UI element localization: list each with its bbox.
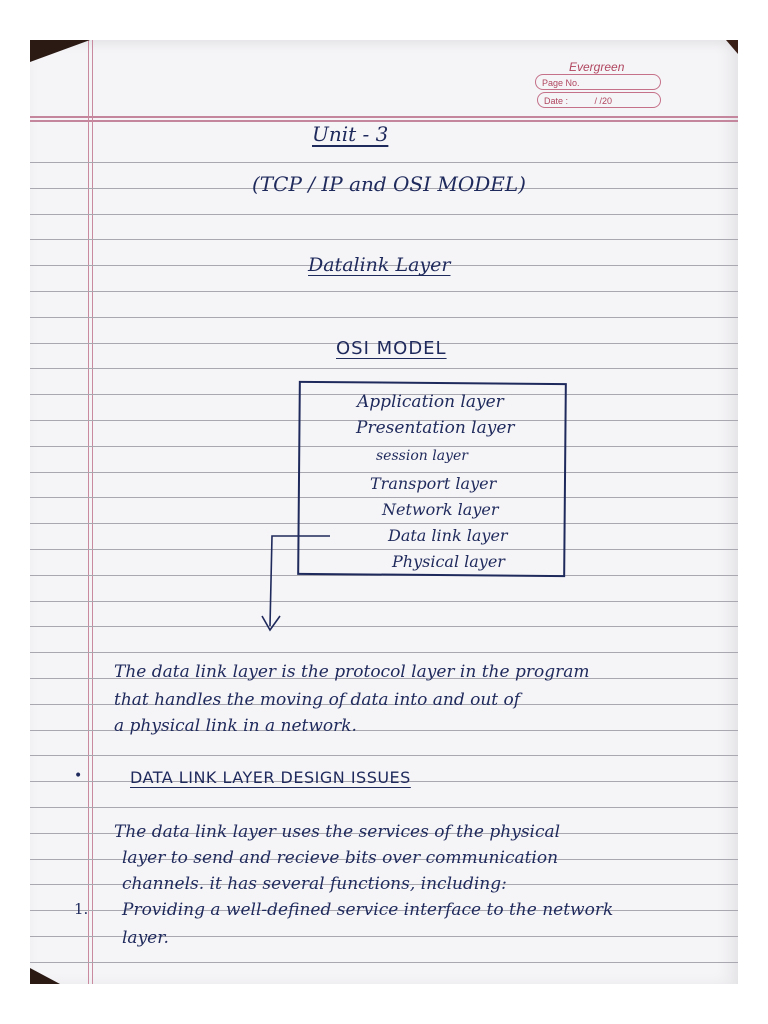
ruled-line bbox=[30, 626, 738, 627]
body-line: layer to send and recieve bits over communication bbox=[122, 848, 559, 868]
osi-layer: session layer bbox=[376, 448, 468, 464]
ruled-line bbox=[30, 368, 738, 369]
body-line: layer. bbox=[122, 928, 169, 948]
body-line: Providing a well-defined service interface to the network bbox=[122, 900, 614, 920]
ruled-line bbox=[30, 755, 738, 756]
section-heading: DATA LINK LAYER DESIGN ISSUES bbox=[130, 768, 411, 787]
osi-layer: Physical layer bbox=[392, 552, 505, 571]
stamp-date-value: / /20 bbox=[594, 96, 613, 106]
body-line: channels. it has several functions, including: bbox=[122, 874, 507, 894]
margin-line bbox=[88, 40, 89, 984]
ruled-line bbox=[30, 239, 738, 240]
body-line: The data link layer uses the services of the physical bbox=[114, 822, 561, 842]
definition-line: a physical link in a network. bbox=[114, 716, 357, 736]
osi-layer: Data link layer bbox=[388, 526, 508, 545]
page-stamp bbox=[535, 60, 663, 112]
subtitle-heading: (TCP / IP and OSI MODEL) bbox=[252, 172, 526, 196]
section-bullet: • bbox=[74, 768, 83, 784]
ruled-line bbox=[30, 962, 738, 963]
ruled-line bbox=[30, 652, 738, 653]
margin-line bbox=[92, 40, 93, 984]
ruled-line bbox=[30, 162, 738, 163]
topic-heading: Datalink Layer bbox=[308, 254, 451, 276]
list-number: 1. bbox=[74, 900, 89, 918]
ruled-line bbox=[30, 601, 738, 602]
unit-heading: Unit - 3 bbox=[312, 122, 389, 146]
ruled-line bbox=[30, 291, 738, 292]
stamp-brand: Evergreen bbox=[569, 60, 625, 74]
osi-layer: Application layer bbox=[357, 392, 504, 412]
stamp-page-no-label: Page No. bbox=[542, 78, 580, 88]
definition-line: The data link layer is the protocol layer in the program bbox=[114, 662, 590, 682]
stamp-page-no bbox=[535, 74, 661, 90]
ruled-line bbox=[30, 214, 738, 215]
osi-title: OSI MODEL bbox=[336, 338, 447, 359]
stamp-date bbox=[537, 92, 661, 108]
osi-layer: Presentation layer bbox=[356, 418, 515, 438]
osi-layer: Transport layer bbox=[370, 474, 497, 493]
definition-line: that handles the moving of data into and out of bbox=[114, 690, 521, 710]
osi-layer: Network layer bbox=[382, 500, 499, 519]
ruled-line bbox=[30, 317, 738, 318]
stamp-date-label: Date : bbox=[544, 96, 569, 106]
top-rule bbox=[30, 116, 738, 118]
ruled-line bbox=[30, 807, 738, 808]
